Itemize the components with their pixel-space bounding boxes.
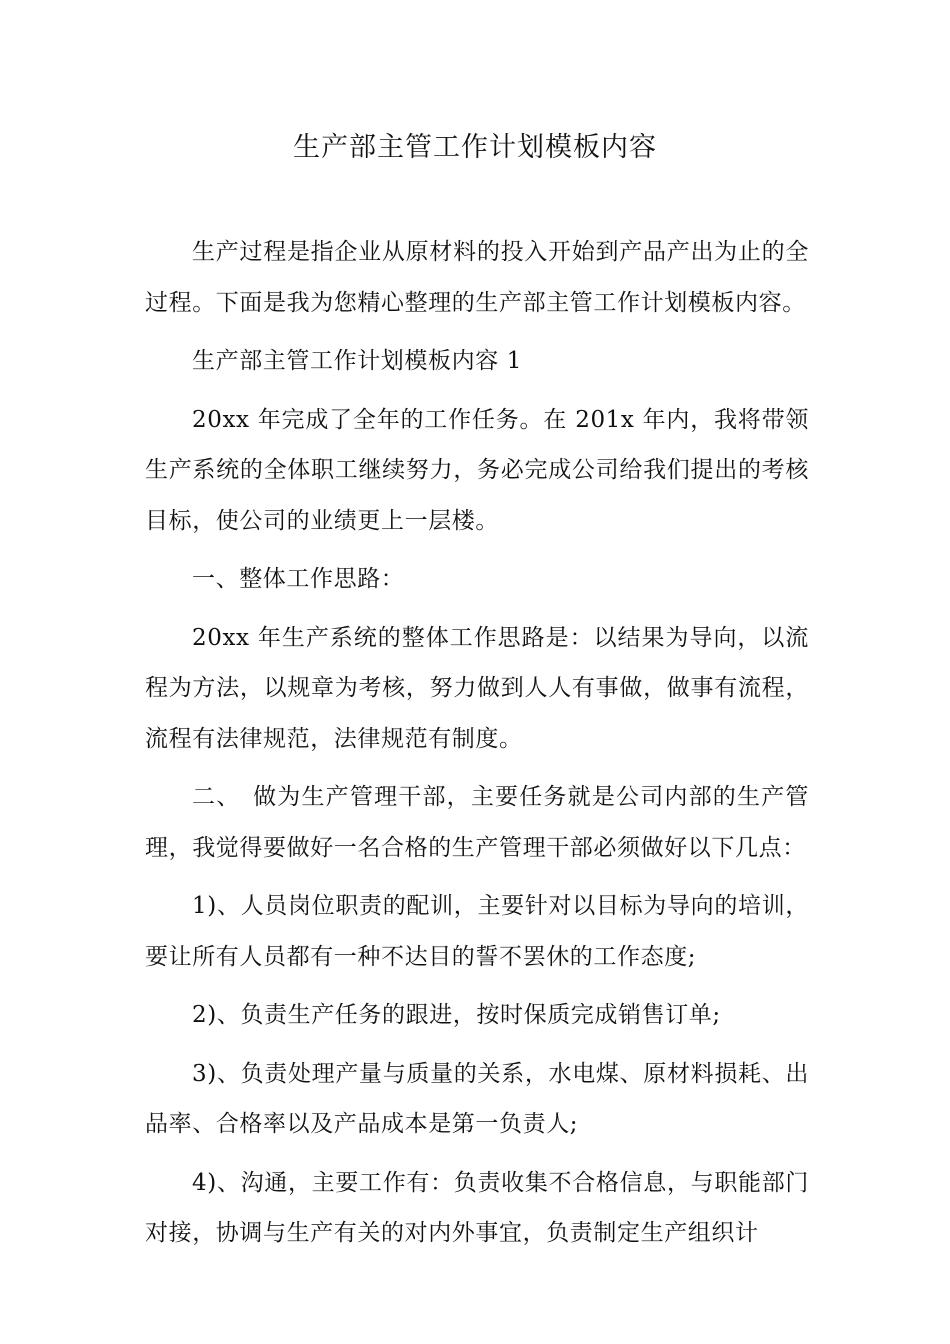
paragraph-item-1: 1)、人员岗位职责的配训，主要针对以目标为导向的培训，要让所有人员都有一种不达目的誓不罢休的工作态度; <box>145 893 809 970</box>
document-body <box>145 227 809 1267</box>
paragraph-heading-overall-approach: 一、整体工作思路： <box>192 566 405 592</box>
paragraph-intro: 生产过程是指企业从原材料的投入开始到产品产出为止的全过程。下面是我为您精心整理的生产部主管工作计划模板内容。 <box>145 239 809 316</box>
document-title: 生产部主管工作计划模板内容 <box>293 132 657 163</box>
paragraph-item-3: 3)、负责处理产量与质量的关系，水电煤、原材料损耗、出品率、合格率以及产品成本是第一负责人; <box>145 1060 809 1137</box>
paragraph-section-heading: 生产部主管工作计划模板内容 1 <box>192 348 522 374</box>
paragraph-main-tasks: 二、 做为生产管理干部，主要任务就是公司内部的生产管理，我觉得要做好一名合格的生产管理干部必须做好以下几点： <box>145 784 809 861</box>
paragraph-overall-approach: 20xx 年生产系统的整体工作思路是：以结果为导向，以流程为方法，以规章为考核，努力做到人人有事做，做事有流程，流程有法律规范，法律规范有制度。 <box>145 624 809 752</box>
paragraph-item-2: 2)、负责生产任务的跟进，按时保质完成销售订单; <box>192 1002 721 1028</box>
paragraph-annual-summary: 20xx 年完成了全年的工作任务。在 201x 年内，我将带领生产系统的全体职工继续努力，务必完成公司给我们提出的考核目标，使公司的业绩更上一层楼。 <box>145 406 809 534</box>
paragraph-item-4: 4)、沟通，主要工作有：负责收集不合格信息，与职能部门对接，协调与生产有关的对内外事宜，负责制定生产组织计 <box>145 1169 809 1246</box>
